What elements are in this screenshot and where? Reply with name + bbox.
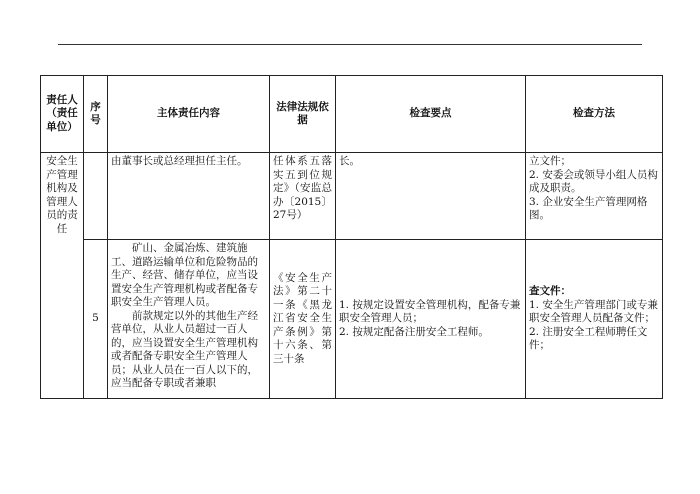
seq-cell (84, 153, 108, 240)
points-cell: 长。 (336, 153, 526, 240)
content-cell: 由董事长或总经理担任主任。 (108, 153, 270, 240)
table-row (41, 240, 663, 399)
method-item: 2. 注册安全工程师聘任文件； (529, 325, 648, 352)
header-seq: 序号 (84, 76, 108, 153)
method-item: 立文件； (529, 155, 571, 167)
category-cell: 安全生产管理机构及管理人员的责任 (41, 153, 84, 399)
header-law: 法律法规依据 (270, 76, 336, 153)
method-cell (526, 240, 663, 399)
table-row (41, 153, 663, 240)
law-cell: 任体系五落实五到位规定》（安监总办〔2015〕27号） (270, 153, 336, 240)
header-row (41, 76, 663, 153)
header-content: 主体责任内容 (108, 76, 270, 153)
method-item: 1. 安全生产管理部门或专兼职安全管理人员配备文件； (529, 298, 658, 325)
content-paragraph: 前款规定以外的其他生产经营单位，从业人员超过一百人的，应当设置安全生产管理机构或者配备专职安全生产管理人员；从业人员在一百人以下的，应当配备专职或者兼职 (111, 309, 258, 389)
points-item: 1. 按规定设置安全管理机构，配备专兼职安全管理人员； (339, 298, 521, 325)
points-item: 2. 按规定配备注册安全工程师。 (339, 325, 489, 338)
responsibility-table (40, 75, 663, 399)
method-item: 3. 企业安全生产管理网格图。 (529, 195, 648, 221)
header-points: 检查要点 (336, 76, 526, 153)
law-cell: 《安全生产法》第二十一条《黑龙江省安全生产条例》第十六条、第三十条 (270, 240, 336, 399)
method-item: 2. 安委会或领导小组人员构成及职责。 (529, 168, 658, 194)
header-responsible: 责任人（责任单位） (41, 76, 84, 153)
content-paragraph: 矿山、金属冶炼、建筑施工、道路运输单位和危险物品的生产、经营、储存单位，应当设置安全生产管理机构或者配备专职安全生产管理人员。 (111, 242, 258, 308)
method-cell (526, 153, 663, 240)
header-method: 检查方法 (526, 76, 663, 153)
header-rule (58, 44, 642, 45)
content-cell (108, 240, 270, 399)
method-title: 查文件： (529, 285, 571, 298)
points-cell (336, 240, 526, 399)
seq-cell: 5 (84, 240, 108, 399)
